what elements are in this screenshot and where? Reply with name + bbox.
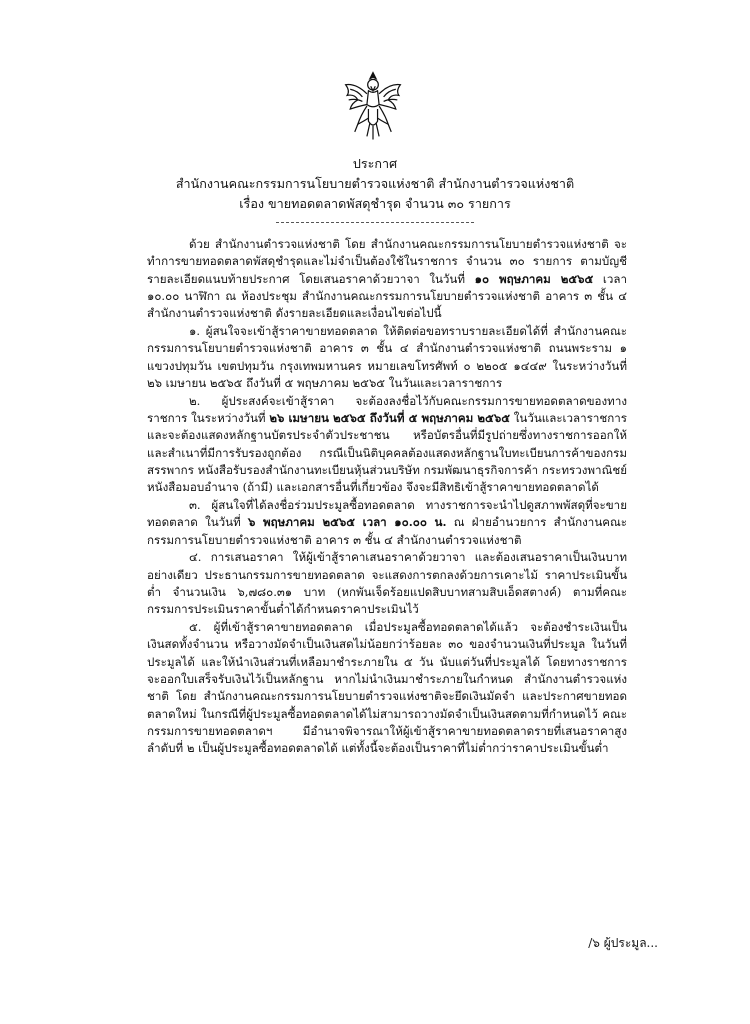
item-5: ๕. ผู้ที่เข้าสู้ราคาขายทอดตลาด เมื่อประมูลซื้อทอดตลาดได้แล้ว จะต้องชำระเงินเป็นเงินสดทั้งจำนวน หรือวางมัดจำเป็นเงินสดไม่น้อยกว่าร้อยละ ๓๐ ของจำนวนเงินที่ประมูล ในวันที่ประมูลได้ และให้นำเงินส่วนที่เหลือมาชำระภายใน ๕ วัน นับแต่วันที่ประมูลได้ โดยทางราชการจะออกใบเสร็จรับเงินไว้เป็นหลักฐาน หากไม่นำเงินมาชำระภายในกำหนด สำนักงานตำรวจแห่งชาติ โดย สำนักงานคณะกรรมการนโยบายตำรวจแห่งชาติจะยึดเงินมัดจำ และประกาศขายทอดตลาดใหม่ ในกรณีที่ผู้ประมูลซื้อทอดตลาดได้ไม่สามารถวางมัดจำเป็นเงินสดตามที่กำหนดไว้ คณะกรรมการขายทอดตลาดฯ มีอำนาจพิจารณาให้ผู้เข้าสู้ราคาขายทอดตลาดรายที่เสนอราคาสูงลำดับที่ ๒ เป็นผู้ประมูลซื้อทอดตลาดได้ แต่ทั้งนี้จะต้องเป็นราคาที่ไม่ต่ำกว่าราคาประเมินขั้นต่ำ <box>147 620 627 756</box>
page-continuation: /๖ ผู้ประมูล... <box>588 936 658 950</box>
inspection-date: ๖ พฤษภาคม ๒๕๖๕ เวลา ๑๐.๐๐ น. <box>248 515 447 530</box>
announcement-title: ประกาศ <box>352 156 398 171</box>
auction-date: ๑๐ พฤษภาคม ๒๕๖๕ <box>474 271 594 286</box>
subject-line: เรื่อง ขายทอดตลาดพัสดุชำรุด จำนวน ๓๐ รายการ <box>239 196 511 211</box>
item-2 <box>147 393 627 497</box>
dashed-divider <box>276 222 474 223</box>
item-2-text-a: ๒. ผู้ประสงค์จะเข้าสู้ราคา จะต้องลงชื่อไว้กับคณะกรรมการขายทอดตลาดของทางราชการ ในระหว่างวันที่ <box>147 393 627 425</box>
intro-rest: เวลา ๑๐.๐๐ นาฬิกา ณ ห้องประชุม สำนักงานคณะกรรมการนโยบายตำรวจแห่งชาติ อาคาร ๓ ชั้น ๔ สำนักงานตำรวจแห่งชาติ ดังรายละเอียดและเงื่อนไขต่อไปนี้ <box>147 271 628 321</box>
item-3 <box>147 497 627 549</box>
item-1: ๑. ผู้สนใจจะเข้าสู้ราคาขายทอดตลาด ให้ติดต่อขอทราบรายละเอียดได้ที่ สำนักงานคณะกรรมการนโยบายตำรวจแห่งชาติ อาคาร ๓ ชั้น ๔ สำนักงานตำรวจแห่งชาติ ถนนพระราม ๑ แขวงปทุมวัน เขตปทุมวัน กรุงเทพมหานคร หมายเลขโทรศัพท์ ๐ ๒๒๐๕ ๑๔๔๙ ในระหว่างวันที่ ๒๖ เมษายน ๒๕๖๕ ถึงวันที่ ๕ พฤษภาคม ๒๕๖๕ ในวันและเวลาราชการ <box>147 323 627 390</box>
item-3-text-a: ๓. ผู้สนใจที่ได้ลงชื่อร่วมประมูลซื้อทอดตลาด ทางราชการจะนำไปดูสภาพพัสดุที่จะขายทอดตลาด ในวันที่ <box>147 497 627 530</box>
issuing-agency: สำนักงานคณะกรรมการนโยบายตำรวจแห่งชาติ สำนักงานตำรวจแห่งชาติ <box>175 176 575 191</box>
garuda-emblem-icon <box>335 68 411 144</box>
registration-period: ๒๖ เมษายน ๒๕๖๕ ถึงวันที่ ๕ พฤษภาคม ๒๕๖๕ <box>269 410 510 425</box>
document-body <box>147 236 627 758</box>
item-4: ๔. การเสนอราคา ให้ผู้เข้าสู้ราคาเสนอราคาด้วยวาจา และต้องเสนอราคาเป็นเงินบาทอย่างเดียว ประธานกรรมการขายทอดตลาด จะแสดงการตกลงด้วยการเคาะไม้ ราคาประเมินขั้นต่ำ จำนวนเงิน ๖,๗๘๐.๓๑ บาท (หกพันเจ็ดร้อยแปดสิบบาทสามสิบเอ็ดสตางค์) ตามที่คณะกรรมการประเมินราคาขั้นต่ำได้กำหนดราคาประเมินไว้ <box>147 550 627 617</box>
item-3-text-c: ณ ฝ่ายอำนวยการ สำนักงานคณะกรรมการนโยบายตำรวจแห่งชาติ อาคาร ๓ ชั้น ๔ สำนักงานตำรวจแห่งชาติ <box>147 515 627 547</box>
item-2-text-c: ในวันและเวลาราชการ และจะต้องแสดงหลักฐานบัตรประจำตัวประชาชน หรือบัตรอื่นที่มีรูปถ่ายซึ่งทางราชการออกให้ และสำเนาที่มีการรับรองถูกต้อง กรณีเป็นนิติบุคคลต้องแสดงหลักฐานใบทะเบียนการค้าของกรมสรรพากร หนังสือรับรองสำนักงานทะเบียนหุ้นส่วนบริษัท กรมพัฒนาธุรกิจการค้า กระทรวงพาณิชย์ หนังสือมอบอำนาจ (ถ้ามี) และเอกสารอื่นที่เกี่ยวข้อง จึงจะมีสิทธิเข้าสู้ราคาขายทอดตลาดได้ <box>147 410 628 495</box>
intro-paragraph <box>147 236 627 322</box>
intro-text: ด้วย สำนักงานตำรวจแห่งชาติ โดย สำนักงานคณะกรรมการนโยบายตำรวจแห่งชาติ จะทำการขายทอดตลาดพัสดุชำรุดและไม่จำเป็นต้องใช้ในราชการ จำนวน ๓๐ รายการ ตามบัญชีรายละเอียดแนบท้ายประกาศ โดยเสนอราคาด้วยวาจา ในวันที่ <box>147 237 627 286</box>
